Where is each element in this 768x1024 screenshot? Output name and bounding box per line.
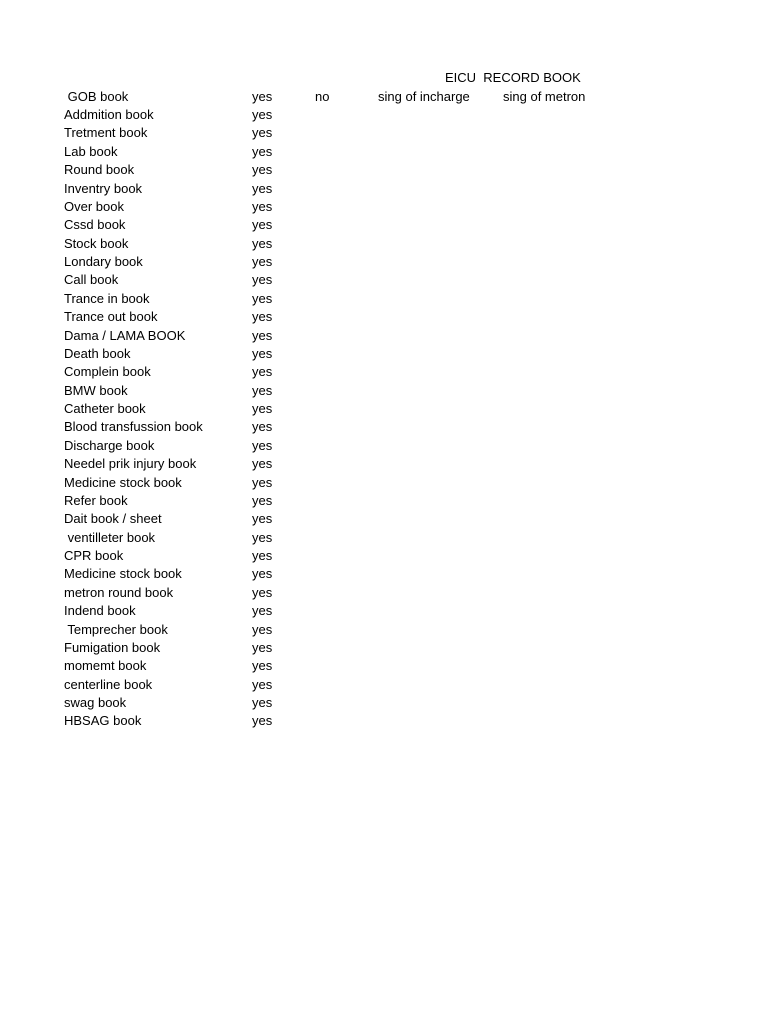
record-name-cell: Trance in book xyxy=(64,290,150,306)
yes-cell: yes xyxy=(252,676,273,692)
record-name-cell: Discharge book xyxy=(64,437,155,453)
record-name-cell: Catheter book xyxy=(64,401,146,416)
table-row xyxy=(0,162,768,180)
yes-cell: yes xyxy=(252,162,273,178)
record-name-cell: Blood transfussion book xyxy=(64,419,203,435)
table-row xyxy=(0,291,768,309)
record-name-cell: Dama / LAMA BOOK xyxy=(64,327,186,343)
yes-cell: yes xyxy=(252,548,273,563)
table-row xyxy=(0,181,768,199)
yes-cell: yes xyxy=(252,217,273,233)
table-row xyxy=(0,511,768,529)
table-row xyxy=(0,622,768,640)
table-row xyxy=(0,475,768,493)
record-name-cell: Trance out book xyxy=(64,309,158,325)
table-row xyxy=(0,677,768,695)
record-name-cell: Addmition book xyxy=(64,107,154,122)
table-row xyxy=(0,236,768,254)
yes-cell: yes xyxy=(252,584,273,600)
record-name-cell: momemt book xyxy=(64,658,147,674)
yes-cell: yes xyxy=(252,511,273,527)
table-row xyxy=(0,493,768,511)
table-row xyxy=(0,585,768,603)
record-name-cell: CPR book xyxy=(64,548,124,563)
table-row xyxy=(0,658,768,676)
yes-cell: yes xyxy=(252,198,273,214)
record-name-cell: Cssd book xyxy=(64,217,126,233)
yes-cell: yes xyxy=(252,180,273,196)
yes-cell: yes xyxy=(252,639,273,655)
table-row xyxy=(0,383,768,401)
record-name-cell: Needel prik injury book xyxy=(64,456,197,472)
table-row xyxy=(0,419,768,437)
yes-cell: yes xyxy=(252,401,273,416)
yes-cell: yes xyxy=(252,419,273,435)
table-row xyxy=(0,309,768,327)
yes-cell: yes xyxy=(252,621,273,637)
record-name-cell: Fumigation book xyxy=(64,639,161,655)
table-row xyxy=(0,364,768,382)
yes-cell: yes xyxy=(252,695,273,710)
table-row xyxy=(0,328,768,346)
yes-cell: yes xyxy=(252,456,273,472)
yes-cell: yes xyxy=(252,658,273,674)
table-row xyxy=(0,438,768,456)
no-column-header: no xyxy=(315,89,330,104)
record-name-cell: BMW book xyxy=(64,382,128,398)
table-row xyxy=(0,272,768,290)
record-name-cell: Complein book xyxy=(64,364,151,380)
record-name-cell: Medicine stock book xyxy=(64,474,182,490)
record-name-cell: Lab book xyxy=(64,143,118,159)
record-name-cell: centerline book xyxy=(64,676,153,692)
yes-cell: yes xyxy=(252,382,273,398)
table-row xyxy=(0,456,768,474)
header-row xyxy=(0,89,768,105)
table-row xyxy=(0,199,768,217)
table-row xyxy=(0,125,768,143)
record-name-cell: Round book xyxy=(64,162,135,178)
yes-cell: yes xyxy=(252,254,273,269)
yes-cell: yes xyxy=(252,364,273,380)
record-name-cell: Stock book xyxy=(64,235,129,251)
table-row xyxy=(0,695,768,713)
yes-cell: yes xyxy=(252,713,273,729)
yes-cell: yes xyxy=(252,327,273,343)
table-row xyxy=(0,144,768,162)
record-name-cell: Inventry book xyxy=(64,180,143,196)
record-name-cell: Over book xyxy=(64,198,124,214)
yes-cell: yes xyxy=(252,290,273,306)
yes-cell: yes xyxy=(252,143,273,159)
yes-cell: yes xyxy=(252,474,273,490)
yes-cell: yes xyxy=(252,107,273,122)
yes-cell: yes xyxy=(252,566,273,582)
yes-cell: yes xyxy=(252,272,273,288)
yes-cell: yes xyxy=(252,529,273,545)
yes-column-header: yes xyxy=(252,89,273,104)
table-row xyxy=(0,548,768,566)
record-name-cell: Call book xyxy=(64,272,119,288)
record-name-cell: metron round book xyxy=(64,584,174,600)
incharge-signature-header: sing of incharge xyxy=(378,89,470,104)
yes-cell: yes xyxy=(252,345,273,361)
record-name-cell: Dait book / sheet xyxy=(64,511,162,527)
table-row xyxy=(0,254,768,272)
metron-signature-header: sing of metron xyxy=(503,89,586,104)
record-name-cell: swag book xyxy=(64,695,127,710)
record-name-cell: Tretment book xyxy=(64,125,148,141)
yes-cell: yes xyxy=(252,309,273,325)
table-row xyxy=(0,530,768,548)
table-row xyxy=(0,346,768,364)
record-name-cell: GOB book xyxy=(64,89,129,104)
record-name-cell: HBSAG book xyxy=(64,713,142,729)
table-row xyxy=(0,640,768,658)
record-name-cell: Medicine stock book xyxy=(64,566,182,582)
record-name-cell: Londary book xyxy=(64,254,143,269)
record-list xyxy=(0,107,768,732)
yes-cell: yes xyxy=(252,437,273,453)
yes-cell: yes xyxy=(252,125,273,141)
table-row xyxy=(0,566,768,584)
table-row xyxy=(0,603,768,621)
table-row xyxy=(0,107,768,125)
record-name-cell: Refer book xyxy=(64,492,128,508)
yes-cell: yes xyxy=(252,492,273,508)
record-name-cell: Death book xyxy=(64,345,131,361)
table-row xyxy=(0,713,768,731)
table-row xyxy=(0,401,768,419)
record-name-cell: ventilleter book xyxy=(64,529,156,545)
table-row xyxy=(0,217,768,235)
yes-cell: yes xyxy=(252,235,273,251)
record-name-cell: Indend book xyxy=(64,603,136,619)
record-name-cell: Temprecher book xyxy=(64,621,168,637)
page-title: EICU RECORD BOOK xyxy=(445,70,581,85)
yes-cell: yes xyxy=(252,603,273,619)
